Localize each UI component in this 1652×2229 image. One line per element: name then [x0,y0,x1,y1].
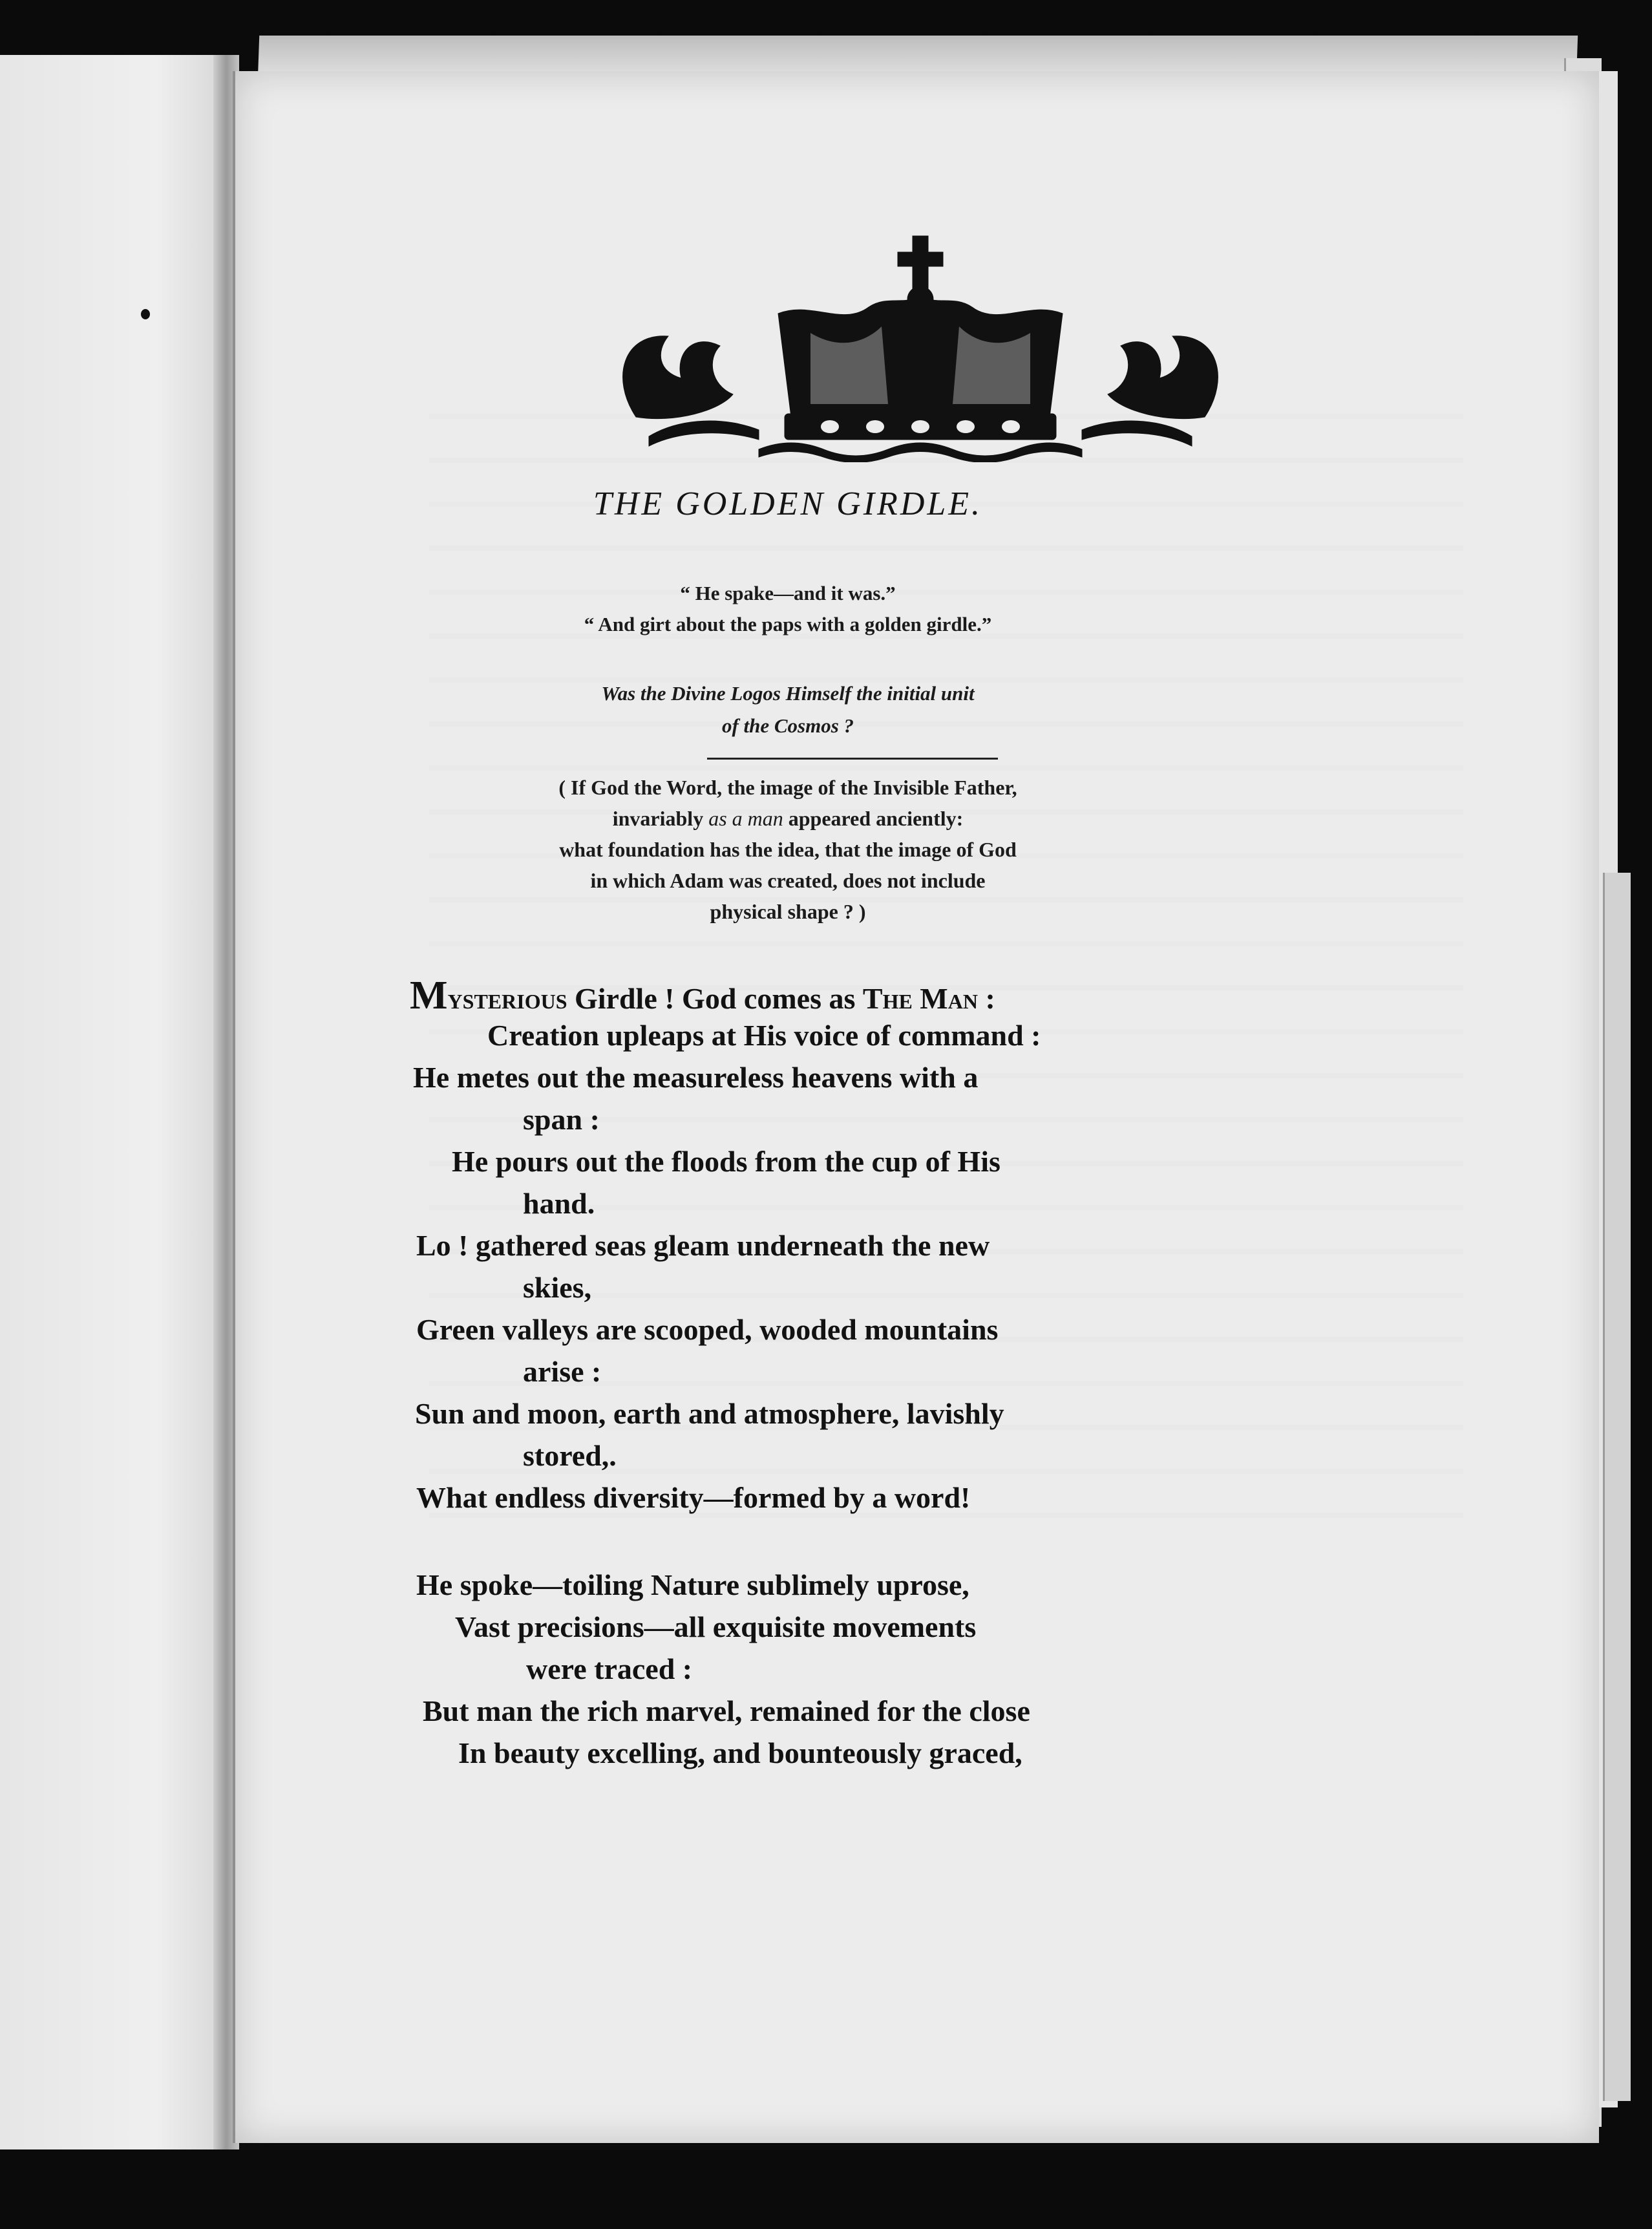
poem-line: stored,. [523,1439,617,1472]
epigraph-line-1: “ He spake—and it was.” [680,582,896,604]
drop-cap: M [410,974,448,1018]
page-edge [1603,873,1631,2101]
note-line-5: physical shape ? ) [710,900,866,923]
note-line-2-emphasis: as a man [708,807,783,830]
poem-line: What endless diversity—formed by a word! [416,1481,971,1514]
document-page [233,71,1599,2143]
poem-line: hand. [523,1187,595,1220]
divider-rule [707,758,998,760]
epigraph-line-2: “ And girt about the paps with a golden girdle.” [584,613,992,635]
poem-line: Vast precisions—all exquisite movements [455,1610,977,1643]
the-man-small-caps: The Man [862,982,978,1015]
poem-line: skies, [523,1271,592,1304]
poem-line: Creation upleaps at His voice of command : [487,1019,1041,1052]
poem-line: He spoke—toiling Nature sublimely uprose, [416,1568,969,1601]
note-line-2-a: invariably [612,807,709,830]
note-line-2-b: appeared anciently: [783,807,964,830]
poem-line: Lo ! gathered seas gleam underneath the new [416,1229,990,1262]
poem-line-mid: Girdle ! God comes as [567,982,863,1015]
poem-line: were traced : [526,1652,693,1685]
page-title: THE GOLDEN GIRDLE. [593,485,983,522]
poem-line [410,973,995,1019]
note-line-2 [235,807,1340,831]
question-line-2: of the Cosmos ? [721,714,854,737]
poem-line: Green valleys are scooped, wooded mountains [416,1313,999,1346]
poem-line-colon: : [977,982,995,1015]
poem-line: span : [523,1103,600,1136]
note-line-1: ( If God the Word, the image of the Invisible Father, [558,776,1017,799]
poem-line: He metes out the measureless heavens with a [413,1061,979,1094]
poem-line: But man the rich marvel, remained for the close [423,1694,1030,1727]
ink-speck [141,309,150,319]
question-line-1: Was the Divine Logos Himself the initial unit [601,682,975,705]
note-line-4: in which Adam was created, does not include [590,869,986,892]
facing-page [0,55,223,2149]
poem-line: Sun and moon, earth and atmosphere, lavishly [415,1397,1004,1430]
small-caps-word: ysterious [447,982,567,1015]
poem-line: He pours out the floods from the cup of His [452,1145,1001,1178]
note-line-3: what foundation has the idea, that the image of God [559,838,1017,861]
poem-line: arise : [523,1355,602,1388]
crown-icon [597,223,1244,462]
poem-line: In beauty excelling, and bounteously graced, [458,1736,1022,1769]
